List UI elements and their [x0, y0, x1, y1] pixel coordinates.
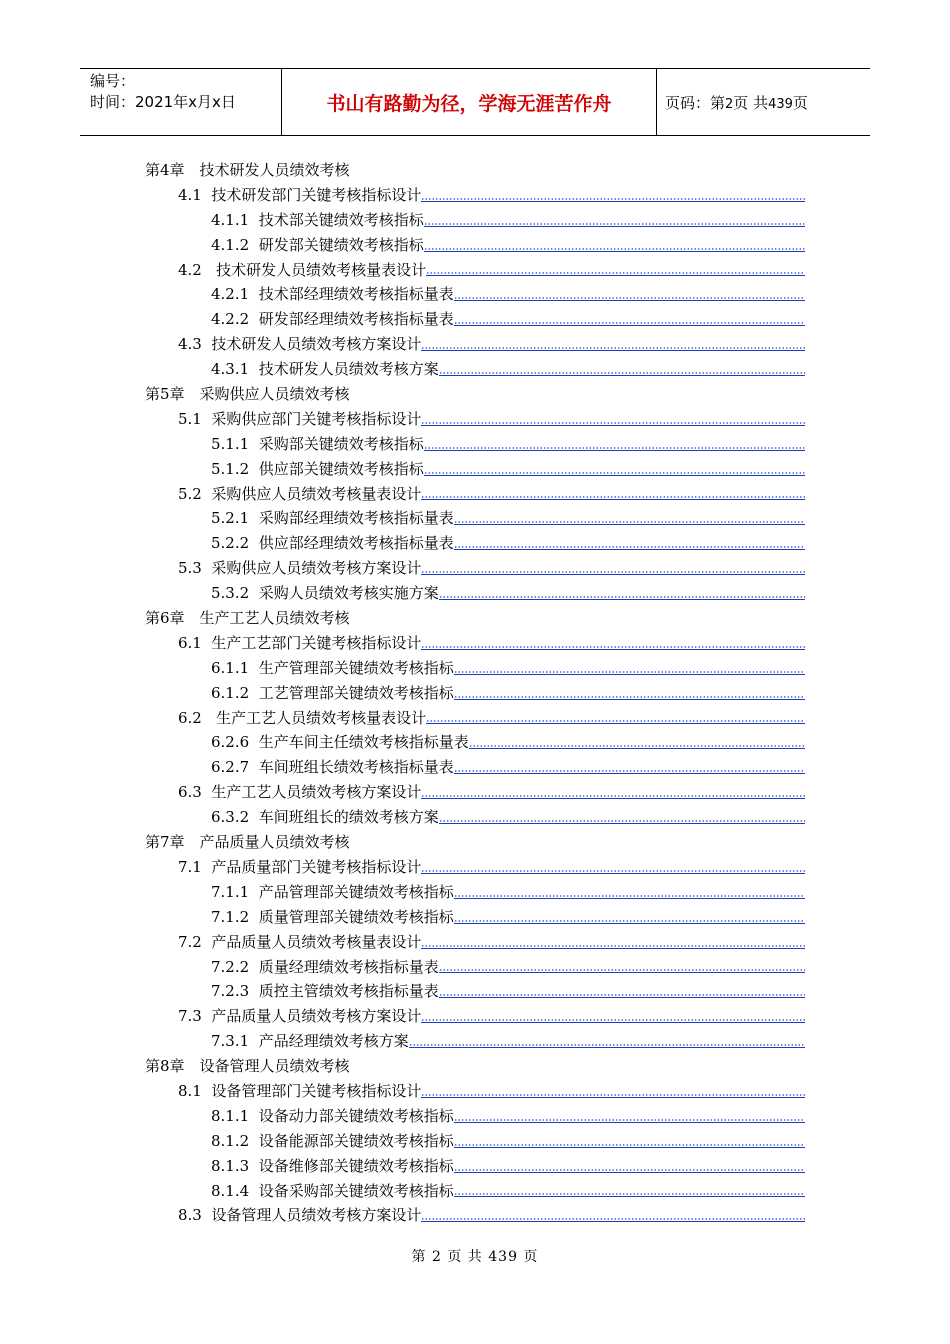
toc-entry[interactable]	[0, 307, 950, 332]
toc-entry-text: 6.1.1 生产管理部关键绩效考核指标	[211, 658, 454, 677]
toc-entry-text: 4.1 技术研发部门关键考核指标设计	[178, 185, 422, 204]
toc-dot-leader	[421, 1096, 805, 1098]
toc-entry-text: 第4章 技术研发人员绩效考核	[145, 161, 350, 179]
toc-entry[interactable]	[0, 930, 950, 955]
toc-entry[interactable]	[0, 730, 950, 755]
toc-entry[interactable]	[0, 482, 950, 507]
toc-entry[interactable]	[0, 357, 950, 382]
toc-entry-text: 5.2.1 采购部经理绩效考核指标量表	[211, 509, 454, 528]
toc-dot-leader	[454, 673, 805, 675]
toc-entry[interactable]	[0, 755, 950, 780]
toc-entry[interactable]	[0, 780, 950, 805]
toc-dot-leader	[424, 250, 805, 252]
toc-entry-text: 7.2 产品质量人员绩效考核量表设计	[178, 932, 422, 951]
toc-entry[interactable]	[0, 1104, 950, 1129]
toc-entry[interactable]	[0, 183, 950, 208]
toc-entry-text: 8.3 设备管理人员绩效考核方案设计	[178, 1206, 422, 1225]
toc-entry[interactable]	[0, 581, 950, 606]
toc-entry[interactable]	[0, 1004, 950, 1029]
toc-entry[interactable]	[0, 258, 950, 283]
header-motto: 书山有路勤为径，学海无涯苦作舟	[281, 69, 657, 135]
document-number-label: 编号：	[90, 72, 136, 90]
toc-entry-text: 5.2 采购供应人员绩效考核量表设计	[178, 484, 422, 503]
toc-entry[interactable]	[0, 656, 950, 681]
toc-dot-leader	[454, 698, 805, 700]
toc-dot-leader	[421, 498, 805, 500]
toc-dot-leader	[454, 922, 805, 924]
toc-entry[interactable]	[0, 457, 950, 482]
toc-entry-text: 第5章 采购供应人员绩效考核	[145, 385, 350, 404]
toc-entry[interactable]	[0, 1079, 950, 1104]
toc-dot-leader	[454, 1121, 805, 1123]
toc-dot-leader	[454, 1195, 805, 1197]
toc-entry-text: 8.1.4 设备采购部关键绩效考核指标	[211, 1181, 454, 1200]
toc-dot-leader	[454, 772, 805, 774]
toc-dot-leader	[454, 324, 805, 326]
toc-dot-leader	[421, 573, 805, 575]
toc-dot-leader	[421, 1220, 805, 1222]
toc-entry-text: 5.1 采购供应部门关键考核指标设计	[178, 409, 422, 428]
toc-dot-leader	[424, 449, 805, 451]
toc-entry[interactable]	[0, 979, 950, 1004]
toc-entry[interactable]	[0, 432, 950, 457]
toc-entry-text: 4.3 技术研发人员绩效考核方案设计	[178, 335, 422, 354]
page-number: 2	[725, 97, 734, 112]
document-date: 时间：2021年x月x日	[90, 93, 236, 111]
toc-entry-text: 8.1.2 设备能源部关键绩效考核指标	[211, 1131, 454, 1150]
toc-entry[interactable]	[0, 805, 950, 830]
toc-chapter	[0, 1054, 950, 1079]
toc-dot-leader	[426, 722, 805, 724]
toc-entry-text: 8.1.1 设备动力部关键绩效考核指标	[211, 1106, 454, 1125]
toc-entry-text: 7.2.3 质控主管绩效考核指标量表	[211, 982, 439, 1001]
toc-entry[interactable]	[0, 506, 950, 531]
toc-entry-text: 6.2.6 生产车间主任绩效考核指标量表	[211, 733, 469, 752]
toc-entry[interactable]	[0, 1154, 950, 1179]
toc-chapter	[0, 158, 950, 183]
toc-dot-leader	[421, 797, 805, 799]
toc-dot-leader	[421, 200, 805, 202]
toc-dot-leader	[439, 598, 805, 600]
toc-entry-text: 第6章 生产工艺人员绩效考核	[145, 609, 350, 628]
toc-entry[interactable]	[0, 1029, 950, 1054]
header-page-info	[665, 92, 808, 113]
page-mid: 页 共	[733, 94, 769, 112]
toc-entry[interactable]	[0, 905, 950, 930]
toc-dot-leader	[439, 374, 805, 376]
toc-dot-leader	[421, 424, 805, 426]
toc-entry-text: 7.2.2 质量经理绩效考核指标量表	[211, 957, 439, 976]
toc-entry[interactable]	[0, 1179, 950, 1204]
toc-entry-text: 8.1.3 设备维修部关键绩效考核指标	[211, 1156, 454, 1175]
toc-dot-leader	[454, 548, 805, 550]
toc-dot-leader	[409, 1046, 805, 1048]
toc-entry-text: 5.3.2 采购人员绩效考核实施方案	[211, 584, 439, 603]
toc-entry-text: 6.1.2 工艺管理部关键绩效考核指标	[211, 683, 454, 702]
toc-entry-text: 5.3 采购供应人员绩效考核方案设计	[178, 559, 422, 578]
toc-dot-leader	[454, 897, 805, 899]
toc-entry-text: 6.2.7 车间班组长绩效考核指标量表	[211, 758, 454, 777]
toc-entry[interactable]	[0, 855, 950, 880]
toc-dot-leader	[439, 971, 805, 973]
toc-entry[interactable]	[0, 531, 950, 556]
toc-entry-text: 7.1 产品质量部门关键考核指标设计	[178, 857, 422, 876]
header-left	[90, 71, 236, 113]
toc-entry-text: 7.1.2 质量管理部关键绩效考核指标	[211, 907, 454, 926]
page-total: 439	[768, 97, 793, 112]
toc-entry[interactable]	[0, 233, 950, 258]
toc-entry-text: 6.1 生产工艺部门关键考核指标设计	[178, 633, 422, 652]
toc-dot-leader	[426, 274, 805, 276]
page-prefix: 页码：第	[665, 94, 726, 112]
toc-entry-text: 7.1.1 产品管理部关键绩效考核指标	[211, 882, 454, 901]
toc-entry[interactable]	[0, 681, 950, 706]
toc-chapter	[0, 606, 950, 631]
page-header	[80, 68, 870, 136]
toc-entry-text: 7.3.1 产品经理绩效考核方案	[211, 1032, 409, 1051]
toc-entry-text: 6.3.2 车间班组长的绩效考核方案	[211, 808, 439, 827]
toc-entry-text: 4.2 技术研发人员绩效考核量表设计	[178, 260, 427, 279]
toc-entry-text: 7.3 产品质量人员绩效考核方案设计	[178, 1007, 422, 1026]
toc-entry-text: 4.2.1 技术部经理绩效考核指标量表	[211, 285, 454, 304]
toc-dot-leader	[424, 474, 805, 476]
toc-entry[interactable]	[0, 1203, 950, 1228]
toc-entry[interactable]	[0, 282, 950, 307]
toc-dot-leader	[421, 947, 805, 949]
page-suffix: 页	[792, 94, 808, 112]
toc-dot-leader	[439, 822, 805, 824]
toc-entry[interactable]	[0, 208, 950, 233]
toc-entry-text: 8.1 设备管理部门关键考核指标设计	[178, 1081, 422, 1100]
toc-dot-leader	[454, 299, 805, 301]
toc-entry-text: 5.1.2 供应部关键绩效考核指标	[211, 459, 424, 478]
toc-entry[interactable]	[0, 407, 950, 432]
toc-dot-leader	[469, 747, 805, 749]
toc-dot-leader	[454, 523, 805, 525]
page-footer: 第 2 页 共 439 页	[411, 1249, 539, 1265]
toc-dot-leader	[421, 1021, 805, 1023]
toc-dot-leader	[421, 349, 805, 351]
toc-entry[interactable]	[0, 332, 950, 357]
toc-dot-leader	[454, 1171, 805, 1173]
toc-entry[interactable]	[0, 1129, 950, 1154]
toc-entry-text: 4.1.1 技术部关键绩效考核指标	[211, 210, 424, 229]
toc-dot-leader	[454, 1146, 805, 1148]
toc-entry[interactable]	[0, 880, 950, 905]
toc-dot-leader	[421, 648, 805, 650]
toc-entry[interactable]	[0, 556, 950, 581]
toc-entry-text: 4.2.2 研发部经理绩效考核指标量表	[211, 310, 454, 329]
toc-entry-text: 6.2 生产工艺人员绩效考核量表设计	[178, 708, 427, 727]
toc-entry-text: 4.3.1 技术研发人员绩效考核方案	[211, 360, 439, 379]
toc-entry-text: 5.2.2 供应部经理绩效考核指标量表	[211, 534, 454, 553]
toc-dot-leader	[421, 872, 805, 874]
toc-chapter	[0, 382, 950, 407]
toc-entry-text: 第7章 产品质量人员绩效考核	[145, 833, 350, 852]
toc-dot-leader	[424, 225, 805, 227]
toc-entry-text: 5.1.1 采购部关键绩效考核指标	[211, 434, 424, 453]
toc-dot-leader	[439, 996, 805, 998]
toc-entry-text: 4.1.2 研发部关键绩效考核指标	[211, 235, 424, 254]
toc-entry-text: 第8章 设备管理人员绩效考核	[145, 1057, 350, 1076]
toc-entry[interactable]	[0, 955, 950, 980]
toc-chapter	[0, 830, 950, 855]
toc-entry-text: 6.3 生产工艺人员绩效考核方案设计	[178, 783, 422, 802]
table-of-contents	[0, 158, 950, 1228]
toc-entry[interactable]	[0, 631, 950, 656]
toc-entry[interactable]	[0, 706, 950, 731]
